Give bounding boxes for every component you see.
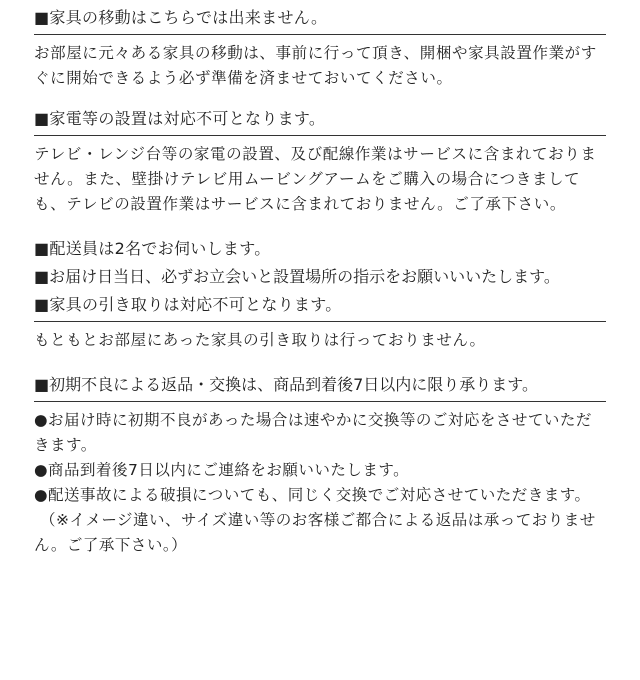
notice-attendance-required: ■お届け日当日、必ずお立会いと設置場所の指示をお願いいいたします。	[34, 267, 560, 286]
bullet-item: ●配送事故による破損についても、同じく交換でご対応させていただきます。	[34, 486, 591, 504]
notice-document	[34, 0, 606, 558]
section-heading-initial-defect: ■初期不良による返品・交換は、商品到着後7日以内に限り承ります。	[34, 367, 606, 402]
section-body-furniture-moving: お部屋に元々ある家具の移動は、事前に行って頂き、開梱や家具設置作業がすぐに開始できるよう必ず準備を済ませておいてください。	[34, 44, 597, 87]
notice-delivery-staff: ■配送員は2名でお伺いします。	[34, 239, 271, 258]
bullet-item: ●商品到着後7日以内にご連絡をお願いいたします。	[34, 461, 410, 479]
section-body-appliance-setup: テレビ・レンジ台等の家電の設置、及び配線作業はサービスに含まれておりません。また、壁掛けテレビ用ムービングアームをご購入の場合につきましても、テレビの設置作業はサービスに含まれておりません。ご了承下さい。	[34, 145, 597, 213]
section-heading-furniture-moving: ■家具の移動はこちらでは出来ません。	[34, 0, 606, 35]
section-body-initial-defect	[34, 402, 606, 558]
section-body-furniture-pickup: もともとお部屋にあった家具の引き取りは行っておりません。	[34, 331, 486, 349]
section-heading-furniture-pickup: ■家具の引き取りは対応不可となります。	[34, 291, 606, 322]
return-note: （※イメージ違い、サイズ違い等のお客様ご都合による返品は承っておりません。ご了承下さい。）	[34, 511, 596, 554]
bullet-item: ●お届け時に初期不良があった場合は速やかに交換等のご対応をさせていただきます。	[34, 411, 592, 454]
section-heading-appliance-setup: ■家電等の設置は対応不可となります。	[34, 101, 606, 136]
